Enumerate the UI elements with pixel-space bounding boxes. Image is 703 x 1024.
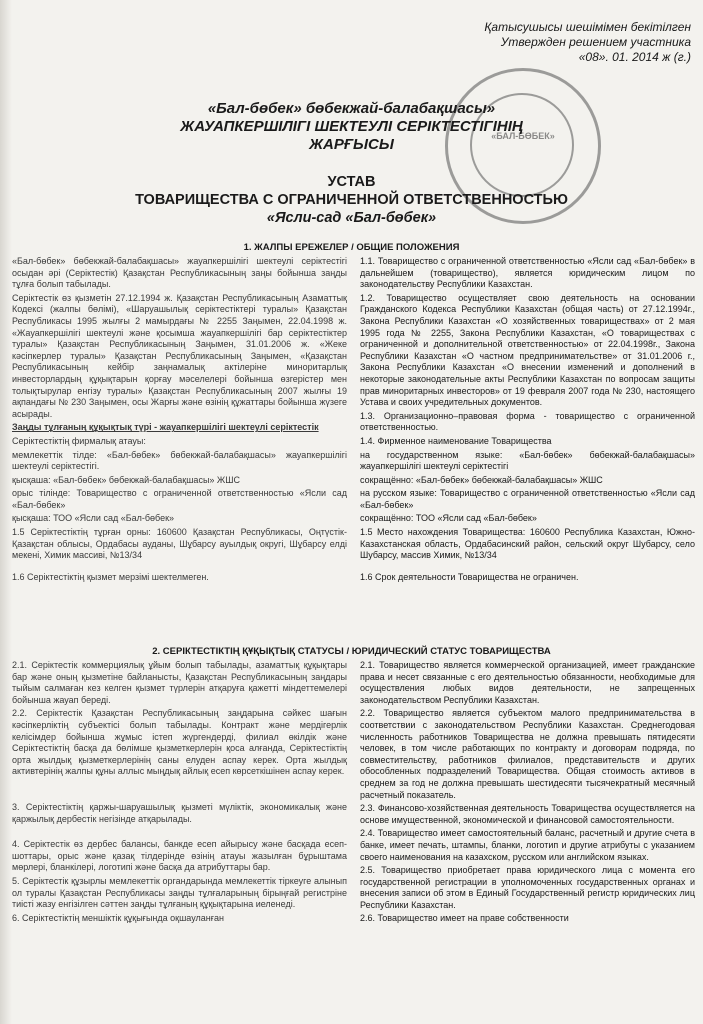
title-ru — [0, 173, 703, 209]
paragraph: 2.6. Товарищество имеет на праве собственности — [360, 913, 569, 924]
paragraph: Серіктестік өз қызметін 27.12.1994 ж. Қазақстан Республикасының Азаматтық Кодексі (жалпы бөлімі), «Шаруашылық серіктестіктері туралы» Қазақстан Республикасы 1995 жылғы 2 мамырдағы № 2255 Заңымен, 22.04.1998 ж. «Жауапкершілігі шектеулі және қосымша жауапкершілігі бар серіктестіктер туралы» Қазақстан Республикасының Заңымен, 31.01.2006 ж. «Жеке кәсіпкерлер туралы» Қазақстан Республикасының Заңымен, «Қазақстан Республикасының кейбір заңнамалық актілеріне миноритарлық инвесторлардың құқықтарын қорғау мәселелері бойынша өзгерістер мен толықтырулар енгізу туралы» Қазақстан Республикасының 2007 жылғы 19 ақпандағы № 230 Заңымен, осы Жарғы және өзінің құжаттары бойынша жүзеге асырады. — [12, 292, 347, 419]
title-kz — [0, 100, 703, 154]
section1-right-column — [360, 256, 695, 585]
paragraph: 1.3. Организационно–правовая форма - товарищество с ограниченной ответственностью. — [360, 410, 695, 433]
paragraph: қысқаша: «Бал-бөбек» бөбекжай-балабақшасы» ЖШС — [12, 474, 240, 485]
paragraph: 1.5 Место нахождения Товарищества: 160600 Республика Казахстан, Южно-Казахстанская область, Ордабасинский район, сельский округ Шубарсу, село Шубарсу, массив Химик, №13/34 — [360, 527, 695, 561]
title-kz-line2: ЖАУАПКЕРШІЛІГІ ШЕКТЕУЛІ СЕРІКТЕСТІГІНІҢ — [180, 118, 523, 135]
paragraph: 6. Серіктестіктің меншіктік құқығында оқшауланған — [12, 912, 224, 923]
section1-left-column — [12, 256, 347, 585]
paragraph: «Бал-бөбек» бөбекжай-балабақшасы» жауапкершілігі шектеулі серіктестігі осыдан әрі (Серіктестік) Қазақстан Республикасының заңы бойынша заңды тұлға болып табылады. — [12, 256, 347, 290]
title-kz-line3: ЖАРҒЫСЫ — [309, 136, 394, 153]
paragraph: 3. Серіктестіктің қаржы-шаруашылық қызметі мүліктік, экономикалық және қаржылық дербестік негізінде атқарылады. — [12, 801, 347, 824]
paragraph: 1.1. Товарищество с ограниченной ответственностью «Ясли сад «Бал-бөбек» в дальнейшем (товарищество), является юридическим лицом по законодательству Республики Казахстан. — [360, 256, 695, 290]
paragraph: мемлекеттік тілде: «Бал-бөбек» бөбекжай-балабақшасы» жауапкершілігі шектеулі серіктестігі. — [12, 449, 347, 472]
paragraph: 2.4. Товарищество имеет самостоятельный баланс, расчетный и другие счета в банке, имеет печать, штампы, бланки, логотип и другие атрибуты с указанием своего наименования на казахском, русском или английском языках. — [360, 828, 695, 862]
paragraph: сокращённо: «Бал-бөбек» бөбекжай-балабақшасы» ЖШС — [360, 474, 603, 485]
approval-line-ru: Утвержден решением участника — [500, 35, 691, 49]
paragraph: сокращённо: ТОО «Ясли сад «Бал-бөбек» — [360, 513, 537, 524]
paragraph: 1.2. Товарищество осуществляет свою деятельность на основании Гражданского Кодекса Республики Казахстан (общая часть) от 27.12.1994г., Закона Республики Казахстан «О хозяйственных товариществах» от 2 мая 1995 года № 2255, Закона Республики Казахстан, «О товариществах с ограниченной и дополнительной ответственностью» от 22.04.1998г., Закона Республики Казахстан «О частном предпринимательстве» от 31.01.2006 г., Закона Республики Казахстан «О внесении изменений и дополнений в некоторые законодательные акты Республики Казахстан по вопросам защиты прав миноритарных инвесторов» от 19 февраля 2007 года № 230, настоящего Устава и своих учредительных документов. — [360, 292, 695, 408]
paragraph: 2.2. Серіктестік Қазақстан Республикасының заңдарына сәйкес шағын кәсіпкерліктің субъектісі болып табылады. Контракт және мердігерлік келісімдер бойынша жұмыс істеп жүргендерді, филиал өкілдік және Серіктестіктің басқа да бөлімше қызметкерлерін қоса алғанда, Серіктестіктің орта жылдық қызметкерлерінің саны елуден аспау керек. Орта жылдық активтерінің жалпы құны аллыс мыңдық айлық есеп көрсеткішінен аспау керек. — [12, 708, 347, 777]
paragraph: орыс тілінде: Товарищество с ограниченной ответственностью «Ясли сад «Бал-бөбек» — [12, 488, 347, 510]
paragraph: 2.5. Товарищество приобретает права юридического лица с момента его государственной регистрации в уполномоченных государственных органах и внесения записи об этом в Единый Государственный регистр юридических лиц Республики Казахстан. — [360, 865, 695, 910]
section2-right-column — [360, 660, 695, 927]
title-ru-line3: «Ясли-сад «Бал-бөбек» — [266, 210, 437, 226]
paragraph: қысқаша: ТОО «Ясли сад «Бал-бөбек» — [12, 513, 175, 524]
section2-left-column — [12, 660, 347, 926]
seal-text: «БАЛ-БӨБЕК» — [491, 131, 555, 141]
title-ru-line1: УСТАВ — [327, 174, 376, 190]
paragraph: на государственном языке: «Бал-бөбек» бөбекжай-балабақшасы» жауапкершілігі шектеулі серіктестігі — [360, 449, 695, 472]
paragraph: 2.2. Товарищество является субъектом малого предпринимательства в соответствии с законодательством Республики Казахстан. Среднегодовая численность работников Товарищества не должна превышать пятидесяти человек, в том числе работающих по контракту и договорам подряда, по совместительству, работников филиалов, представительств и других обособленных подразделений Товарищества. Общая стоимость активов в среднем за год не должна превышать шестидесяти тысячекратный месячный расчетный показатель. — [360, 708, 695, 800]
paragraph: 2.1. Серіктестік коммерциялық ұйым болып табылады, азаматтық құқықтары бар және оның қызметіне байланысты, Қазақстан Республикасының заңдары тыйым салмаған кез келген қызмет түрлерін атқаруға қажетті міндеттемелері бойынша жауап береді. — [12, 660, 347, 705]
approval-date: «08». 01. 2014 ж (г.) — [578, 50, 691, 64]
paragraph: 4. Серіктестік өз дербес балансы, банкде есеп айырысу және басқада есеп-шоттары, орыс және қазақ тілдерінде өзінің атауы жазылған бұрыштама мөрлері, бланкілері, логотипі және басқа да атрибуттары бар. — [12, 839, 347, 873]
title-kz-line1: «Бал-бөбек» бөбекжай-балабақшасы» — [207, 100, 496, 117]
approval-note — [484, 20, 691, 65]
paragraph: 2.3. Финансово-хозяйственная деятельность Товарищества осуществляется на основе имущественной, экономической и финансовой самостоятельности. — [360, 803, 695, 825]
paragraph: 1.6 Серіктестіктің қызмет мерзімі шектелмеген. — [12, 571, 209, 582]
title-ru-line2: ТОВАРИЩЕСТВА С ОГРАНИЧЕННОЙ ОТВЕТСТВЕННОСТЬЮ — [135, 192, 568, 208]
paragraph: 2.1. Товарищество является коммерческой организацией, имеет гражданские права и несет связанные с его деятельностью обязанности, необходимые для осуществления любых видов деятельности, не запрещенных законодательством Республики Казахстан. — [360, 660, 695, 705]
approval-line-kz: Қатысушысы шешімімен бекітілген — [484, 20, 691, 34]
paragraph: на русском языке: Товарищество с ограниченной ответственностью «Ясли сад «Бал-бөбек» — [360, 488, 695, 510]
section2-heading: 2. СЕРІКТЕСТІКТІҢ ҚҰҚЫҚТЫҚ СТАТУСЫ / ЮРИДИЧЕСКИЙ СТАТУС ТОВАРИЩЕСТВА — [152, 646, 551, 657]
paragraph: 1.4. Фирменное наименование Товарищества — [360, 435, 552, 446]
paragraph: Серіктестіктің фирмалық атауы: — [12, 435, 146, 446]
section1-heading: 1. ЖАЛПЫ ЕРЕЖЕЛЕР / ОБЩИЕ ПОЛОЖЕНИЯ — [243, 242, 460, 253]
paragraph: 1.5 Серіктестіктің тұрған орны: 160600 Қазақстан Республикасы, Оңтүстік-Қазақстан облысы, Ордабасы ауданы, Шұбарсу ауылдық округі, Шұбарсу елді мекені, Химик массиві, №13/34 — [12, 527, 347, 561]
paragraph: 5. Серіктестік құзырлы мемлекеттік органдарында мемлекеттік тіркеуге алынып ол туралы Қазақстан Республикасы заңды тұлғаларының бірыңғай регистріне тиісті жазу енгізілген сәттен заңды тұлғаның құқықтарына иеленеді. — [12, 875, 347, 910]
paragraph: 1.6 Срок деятельности Товарищества не ограничен. — [360, 571, 579, 582]
paragraph: Заңды тұлғаның құқықтық түрі - жауапкершілігі шектеулі серіктестік — [12, 422, 319, 433]
